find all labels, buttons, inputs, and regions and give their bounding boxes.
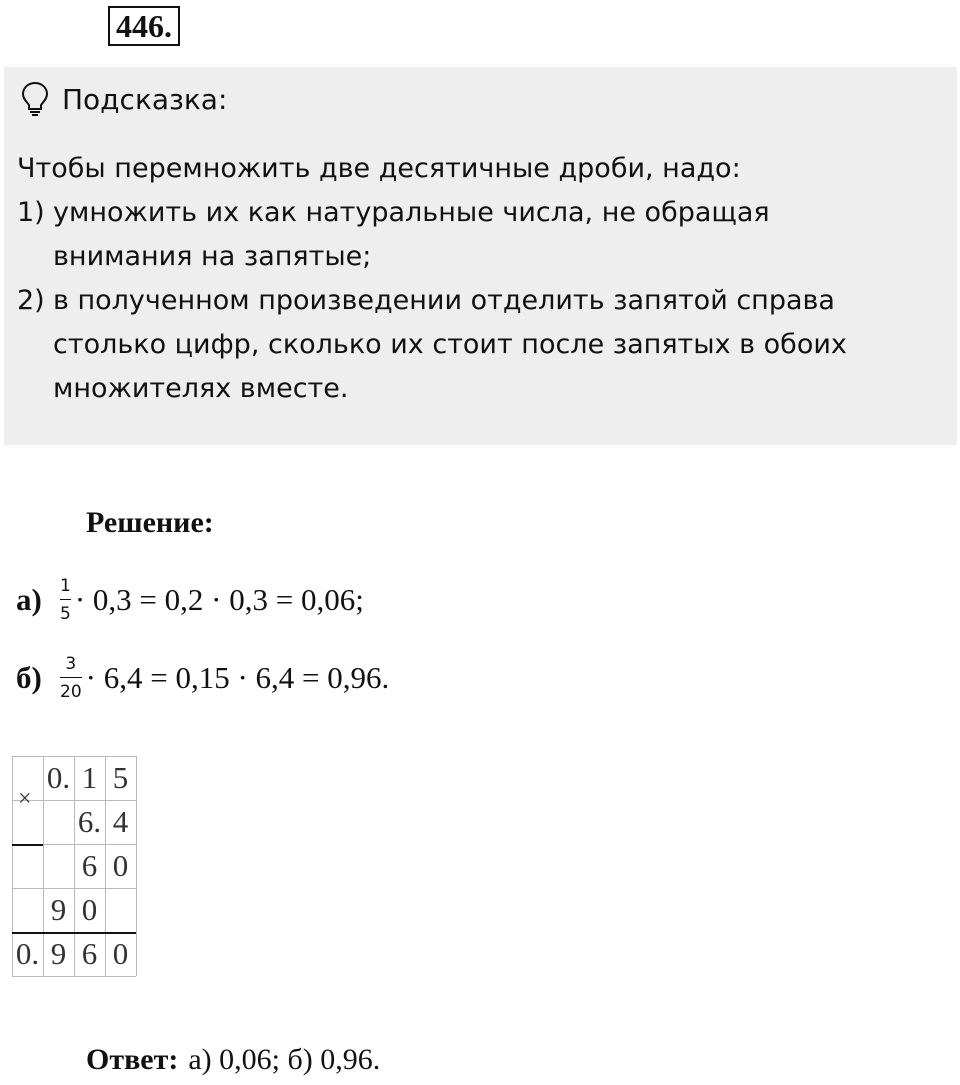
solution-title: Решение: — [86, 506, 214, 539]
task-number: 446. — [108, 6, 180, 46]
solution-part-a — [16, 570, 364, 630]
fraction-b — [60, 654, 82, 703]
fraction-numerator: 3 — [65, 653, 77, 674]
fraction-bar — [60, 677, 82, 679]
hint-intro: Чтобы перемножить две десятичные дроби, надо: — [17, 153, 741, 184]
column-multiplication — [12, 756, 136, 976]
answer-line — [86, 1038, 380, 1082]
hint-step-number: 1) — [17, 197, 45, 228]
hint-text — [17, 147, 917, 411]
hint-step-line: столько цифр, сколько их стоит после запятых в обоих — [53, 329, 847, 360]
digit-cell: 0 — [81, 892, 98, 927]
fraction-denominator: 5 — [60, 604, 71, 625]
part-b-expression: · 6,4 = 0,15 · 6,4 = 0,96. — [85, 660, 390, 695]
digit-cell: 9 — [50, 892, 67, 927]
digit-cell: 4 — [112, 804, 129, 839]
digit-cell: 6 — [81, 936, 98, 971]
digit-cell: 5 — [112, 760, 129, 795]
part-b-label: б) — [16, 660, 42, 695]
hint-step-line: в полученном произведении отделить запятой справа — [53, 285, 835, 316]
grid-line — [12, 976, 136, 977]
digit-cell: 1 — [81, 760, 98, 795]
part-a-expression: · 0,3 = 0,2 · 0,3 = 0,06; — [74, 582, 364, 617]
hint-step-number: 2) — [17, 285, 45, 316]
answer-text: а) 0,06; б) 0,96. — [188, 1043, 381, 1076]
hint-step-line: умножить их как натуральные числа, не обращая — [53, 197, 770, 228]
multiply-rule — [12, 844, 43, 846]
fraction-denominator: 20 — [60, 682, 82, 703]
hint-header — [20, 81, 227, 117]
fraction-numerator: 1 — [60, 575, 71, 596]
digit-cell: 6. — [77, 804, 102, 839]
hint-step-line: множителях вместе. — [53, 373, 349, 404]
hint-step-line: внимания на запятые; — [53, 241, 372, 272]
fraction-a — [60, 576, 71, 625]
lightbulb-icon — [20, 81, 50, 117]
digit-cell: 0. — [46, 760, 71, 795]
digit-cell: 0. — [15, 936, 40, 971]
part-a-label: а) — [16, 582, 42, 617]
hint-box — [4, 67, 957, 445]
digit-cell: 0 — [112, 936, 129, 971]
digit-cell: 6 — [81, 848, 98, 883]
hint-title: Подсказка: — [62, 82, 228, 116]
hint-step-2 — [17, 279, 917, 411]
solution-part-b — [16, 648, 389, 708]
digit-cell: 9 — [50, 936, 67, 971]
fraction-bar — [60, 599, 71, 601]
grid-line — [136, 756, 137, 976]
hint-step-1 — [17, 191, 917, 279]
digit-cell: 0 — [112, 848, 129, 883]
multiply-sign: × — [18, 786, 32, 812]
answer-label: Ответ: — [86, 1043, 179, 1076]
